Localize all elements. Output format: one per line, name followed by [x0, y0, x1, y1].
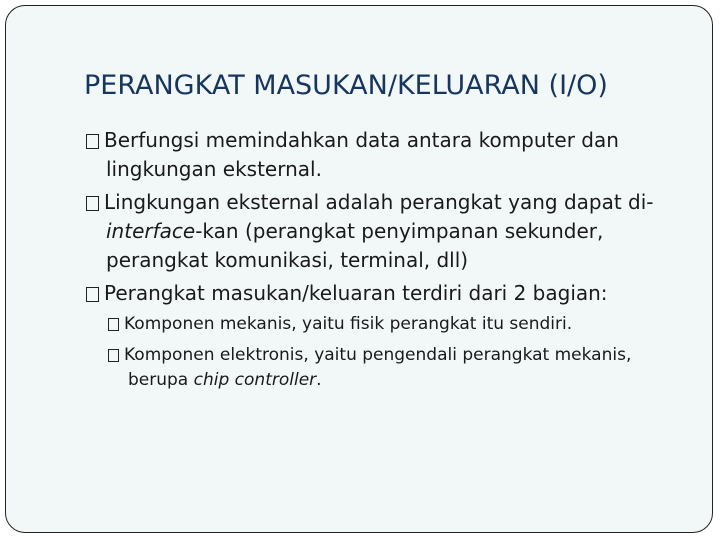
- slide-title: PERANGKAT MASUKAN/KELUARAN (I/O): [84, 70, 608, 101]
- bullet-1-text: Berfungsi memindahkan data antara komputer dan lingkungan eksternal.: [104, 128, 619, 181]
- bullet-list: [86, 126, 686, 399]
- sub-bullet-2-text-b: .: [316, 370, 322, 390]
- bullet-2-text-b: -kan (perangkat penyimpanan sekunder, perangkat komunikasi, terminal, dll): [106, 219, 604, 272]
- sub-bullet-item-2: [108, 343, 686, 393]
- bullet-item-1: [86, 126, 686, 184]
- sub-bullet-2-italic: chip controller: [193, 370, 317, 390]
- slide-frame: [5, 5, 713, 533]
- bullet-box-icon: [86, 287, 99, 302]
- bullet-2-text-a: Lingkungan eksternal adalah perangkat yang dapat di-: [104, 190, 654, 214]
- bullet-box-icon: [86, 196, 99, 211]
- bullet-box-icon: [86, 134, 99, 149]
- bullet-box-icon: [108, 349, 119, 362]
- bullet-2-italic: interface: [106, 219, 196, 243]
- sub-bullet-2-text-a: Komponen elektronis, yaitu pengendali perangkat mekanis, berupa: [124, 345, 632, 390]
- sub-bullet-1-text: Komponen mekanis, yaitu fisik perangkat itu sendiri.: [124, 314, 573, 334]
- bullet-box-icon: [108, 318, 119, 331]
- bullet-item-2: [86, 188, 686, 275]
- bullet-item-3: [86, 279, 686, 308]
- sub-bullet-item-1: [108, 312, 686, 337]
- bullet-3-text: Perangkat masukan/keluaran terdiri dari 2 bagian:: [104, 281, 608, 305]
